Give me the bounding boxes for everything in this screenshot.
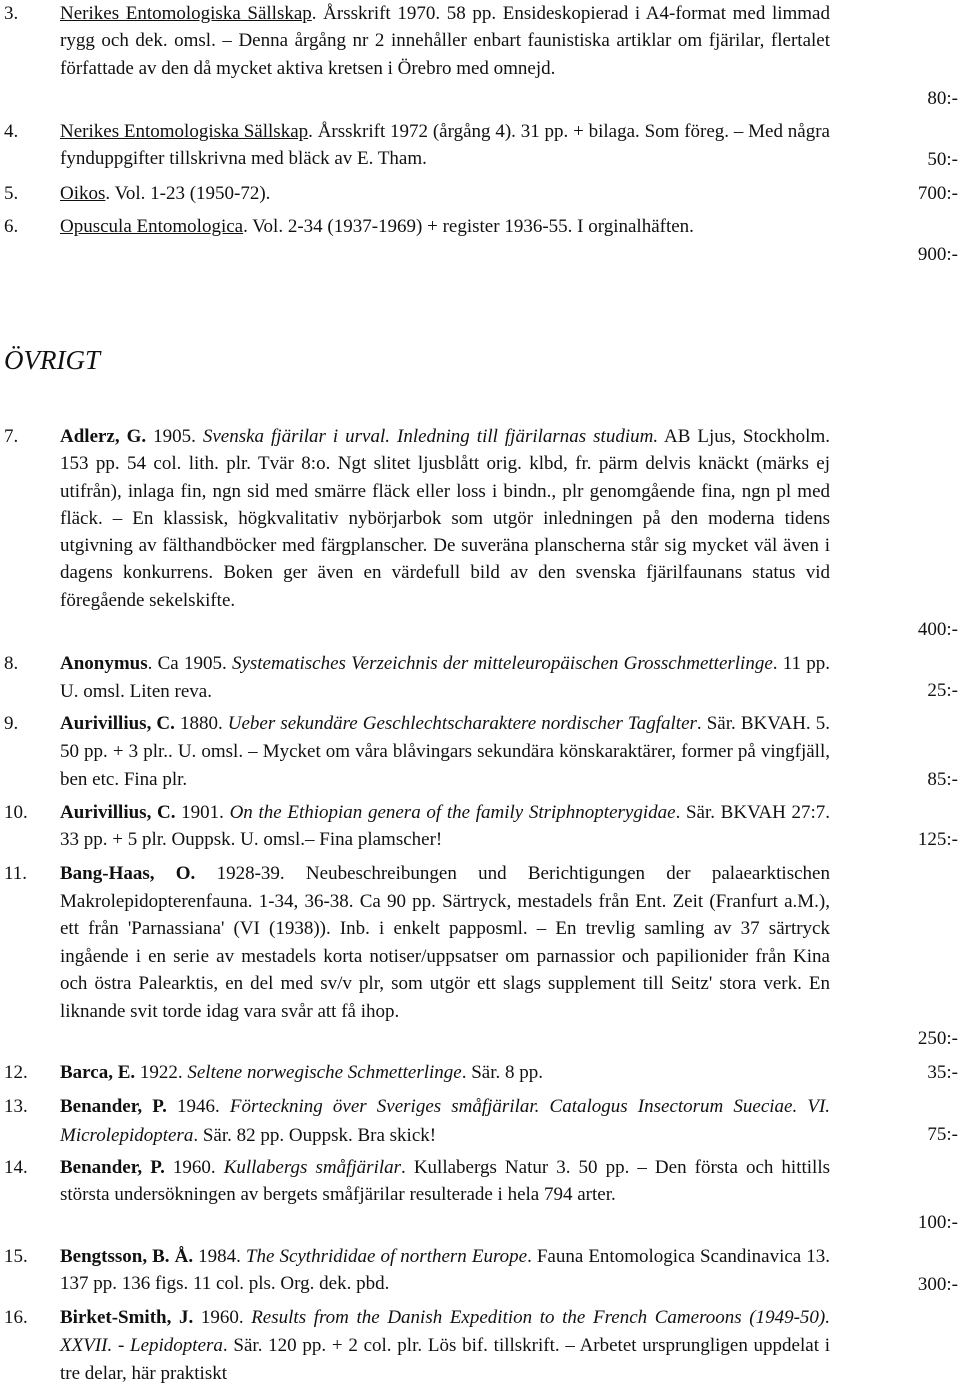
entry-text (60, 650, 830, 706)
entry-series-title: Oikos (60, 183, 106, 204)
entry-number: 9. (4, 713, 19, 734)
entry-text (60, 0, 830, 82)
entry-details: . Årsskrift 1970. 58 pp. Ensideskopierad i A4-format med limmad rygg och dek. omsl. – Denna årgång nr 2 innehåller enbart faunistiska artiklar om fjärilar, flertalet författade av den då mycket aktiva kretsen i Örebro med omnejd. (60, 3, 830, 79)
entry-author: Benander, P. (60, 1157, 165, 1178)
entry-price: 250:- (917, 1028, 958, 1049)
entry-author: Benander, P. (60, 1096, 167, 1117)
entry-text (60, 213, 830, 240)
entry-series-title: Nerikes Entomologiska Sällskap (60, 121, 309, 142)
entry-details: 1880. (174, 713, 228, 734)
entry-number: 4. (4, 121, 19, 142)
entry-price: 75:- (927, 1124, 958, 1145)
entry-author: Adlerz, G. (60, 426, 147, 447)
catalog-entry (0, 1059, 960, 1086)
entry-author: Bang-Haas, O. (60, 863, 196, 884)
entry-author: Birket-Smith, J. (60, 1307, 194, 1328)
entry-text (60, 860, 830, 1025)
entry-number: 16. (4, 1307, 28, 1328)
entry-title: Svenska fjärilar i urval. Inledning till fjärilarnas studium. (202, 426, 659, 447)
entry-number: 7. (4, 426, 19, 447)
entry-text (60, 1304, 830, 1388)
entry-author: Aurivillius, C. (60, 713, 175, 734)
entry-text (60, 1154, 830, 1209)
entry-details: . Vol. 1-23 (1950-72). (105, 183, 271, 204)
entry-details: 1905. (146, 426, 203, 447)
entry-title: Seltene norwegische Schmetterlinge (187, 1062, 462, 1083)
entry-text (60, 1059, 830, 1086)
entry-price: 300:- (917, 1274, 958, 1295)
entry-title: Ueber sekundäre Geschlechtscharaktere nordischer Tagfalter (227, 713, 697, 734)
entry-price: 25:- (927, 680, 958, 701)
entry-number: 5. (4, 183, 19, 204)
entry-details: . Fauna Entomologica Scandinavica 13. 137 pp. 136 figs. 11 col. pls. Org. dek. pbd. (60, 1246, 831, 1295)
entry-author: Anonymus (60, 653, 148, 674)
catalog-entry (0, 118, 960, 173)
catalog-entry (0, 1093, 960, 1150)
entry-details: . Sär. 82 pp. Ouppsk. Bra skick! (193, 1124, 437, 1146)
entry-details: . Ca 1905. (147, 653, 232, 674)
catalog-entry (0, 1304, 960, 1388)
catalog-entry (0, 213, 960, 265)
entry-details: 1946. (166, 1096, 230, 1117)
entry-details: 1901. (175, 802, 230, 823)
entry-series-title: Opuscula Entomologica (60, 216, 244, 237)
entry-price: 80:- (927, 88, 958, 109)
section-heading: ÖVRIGT (4, 345, 100, 375)
entry-text (60, 799, 830, 854)
entry-author: Barca, E. (60, 1062, 136, 1083)
entry-title: The Scythrididae of northern Europe (245, 1246, 528, 1267)
catalog-entry (0, 860, 960, 1049)
entry-price: 900:- (917, 244, 958, 265)
entry-number: 10. (4, 802, 28, 823)
entry-number: 12. (4, 1062, 28, 1083)
entry-details: 1984. (193, 1246, 246, 1267)
catalog-entry (0, 799, 960, 854)
entry-text (60, 180, 830, 207)
entry-details: . Sär. BKVAH. 5. 50 pp. + 3 plr.. U. omsl. – Mycket om våra blåvingars sekundära könskaraktärer, former på vingfjäll, ben etc. Fina plr. (60, 713, 830, 790)
catalog-entry (0, 650, 960, 706)
entry-title: Results from the Danish Expedition to the French Cameroons (1949-50). XXVII. - Lepidoptera (60, 1307, 830, 1356)
entry-text (60, 1093, 830, 1150)
entry-number: 3. (4, 3, 19, 24)
entry-details: . Sär. BKVAH 27:7. 33 pp. + 5 plr. Ouppsk. U. omsl.– Fina plamscher! (60, 802, 830, 851)
entry-text (60, 1243, 830, 1298)
entry-author: Aurivillius, C. (60, 802, 176, 823)
entry-text (60, 118, 830, 173)
entry-title: On the Ethiopian genera of the family Striphnopterygidae (229, 802, 676, 823)
catalog-entry (0, 1243, 960, 1298)
entry-details: . 11 pp. U. omsl. Liten reva. (60, 653, 831, 702)
entry-details: 1960. (193, 1307, 252, 1328)
catalog-entry (0, 710, 960, 794)
entry-price: 85:- (927, 769, 958, 790)
catalog-entry (0, 423, 960, 640)
entry-details: . Kullabergs Natur 3. 50 pp. – Den första och hittills största undersökningen av bergets småfjärilar resulterade i hela 794 arter. (60, 1157, 831, 1206)
entry-details: AB Ljus, Stockholm. 153 pp. 54 col. lith. plr. Tvär 8:o. Ngt slitet ljusblått orig. klbd, fr. pärm delvis knäckt (märks ej utifrån), inlaga fin, ngn sid med smärre fläck eller loss i bindn., plr genomgående fina, ngn pl med fläck. – En klassisk, högkvalitativ nybörjarbok som utgör inledningen på den moderna tidens utgivning av fälthandböcker med färgplanscher. De suveräna planscherna står sig mycket väl även i dagens konkurrens. Boken ger även en värdefull bild av den svenska fjärilfaunans status vid föregående sekelskifte. (60, 426, 830, 611)
entry-details: . Årsskrift 1972 (årgång 4). 31 pp. + bilaga. Som föreg. – Med några fynduppgifter tillskrivna med bläck av E. Tham. (60, 121, 830, 170)
entry-details: 1922. (135, 1062, 188, 1083)
entry-series-title: Nerikes Entomologiska Sällskap (60, 3, 312, 24)
entry-details: . Vol. 2-34 (1937-1969) + register 1936-55. I orginalhäften. (243, 216, 694, 237)
entry-title: Systematisches Verzeichnis der mitteleuropäischen Grosschmetterlinge (231, 653, 773, 674)
entry-price: 400:- (917, 619, 958, 640)
entry-details: 1928-39. Neubeschreibungen und Berichtigungen der palaearktischen Makrolepidopterenfauna. 1-34, 36-38. Ca 90 pp. Särtryck, mestadels från Ent. Zeit (Franfurt a.M.), ett från 'Parnassiana' (VI (1938)). Inb. i enkelt papposml. – En trevlig samling av 37 särtryck ingående i en serie av mestadels korta notiser/uppsatser om parnassior och papilionider från Kina och östra Palearktis, en del med sv/v plr, som utgör ett slags supplement till Seitz' stora verk. En liknande svit torde idag vara svår att få ihop. (60, 863, 830, 1022)
entry-text (60, 423, 830, 614)
entry-price: 700:- (917, 183, 958, 204)
entry-title: Förteckning över Sveriges småfjärilar. Catalogus Insectorum Sueciae. VI. Microlepidoptera (60, 1096, 831, 1146)
entry-details: 1960. (164, 1157, 224, 1178)
entry-number: 8. (4, 653, 19, 674)
entry-number: 11. (4, 863, 28, 884)
entry-title: Kullabergs småfjärilar (223, 1157, 402, 1178)
entry-number: 15. (4, 1246, 28, 1267)
entry-details: . Sär. 8 pp. (461, 1062, 544, 1083)
catalog-entry (0, 0, 960, 109)
entry-price: 50:- (927, 149, 958, 170)
entry-number: 14. (4, 1157, 28, 1178)
entry-details: . Sär. 120 pp. + 2 col. plr. Lös bif. tillskrift. – Arbetet ursprungligen uppdelat i tre delar, här praktiskt (60, 1335, 830, 1384)
entry-price: 100:- (917, 1212, 958, 1233)
entry-text (60, 710, 830, 794)
catalog-entry (0, 180, 960, 207)
entry-price: 35:- (927, 1062, 958, 1083)
entry-author: Bengtsson, B. Å. (60, 1246, 194, 1267)
entry-number: 13. (4, 1096, 28, 1117)
catalog-entry (0, 1154, 960, 1233)
entry-price: 125:- (917, 829, 958, 850)
entry-number: 6. (4, 216, 19, 237)
